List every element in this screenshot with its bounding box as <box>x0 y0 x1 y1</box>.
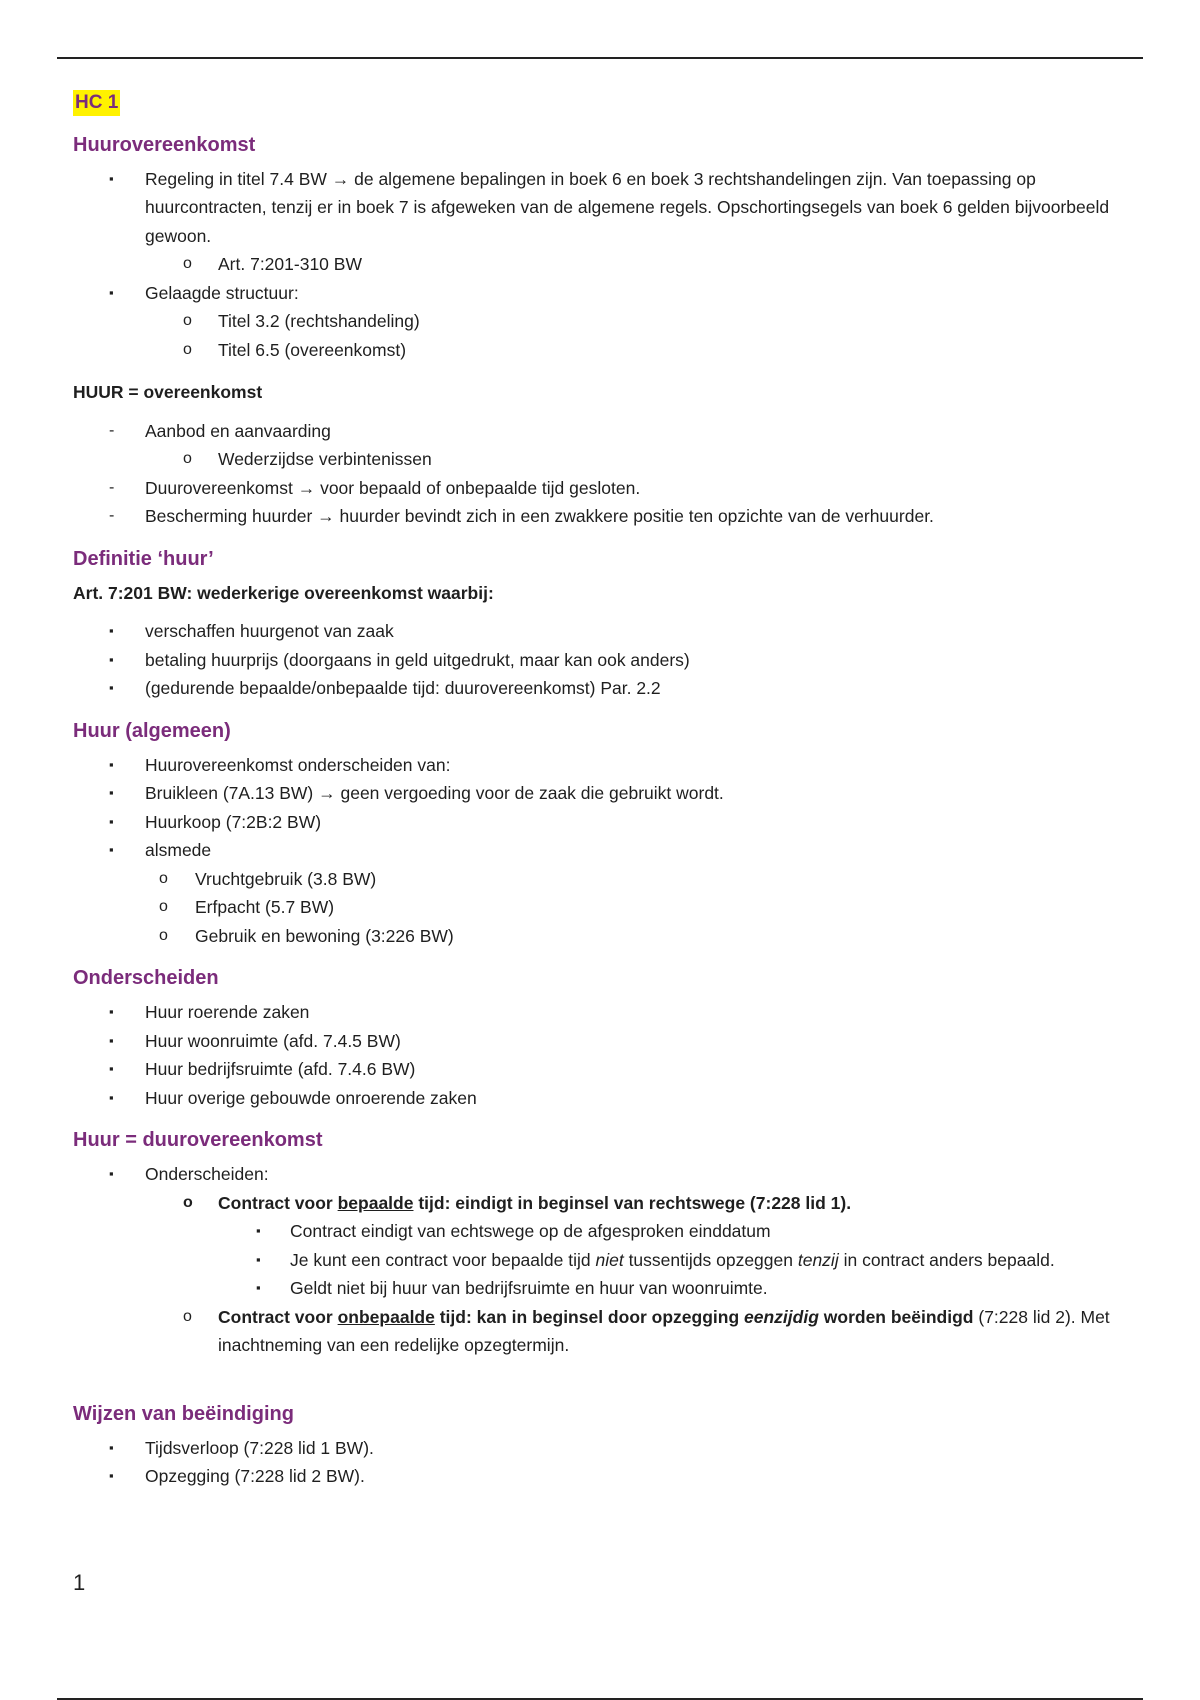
bullet-circle-icon: o <box>183 255 192 272</box>
bullet-square-icon: ▪ <box>109 170 114 186</box>
list-item: - Duurovereenkomst → voor bepaald of onbepaalde tijd gesloten. <box>73 474 1123 503</box>
bullet-circle-icon: o <box>159 898 168 915</box>
list-item: ▪ Huur roerende zaken <box>73 998 1123 1027</box>
list-item: ▪ (gedurende bepaalde/onbepaalde tijd: duurovereenkomst) Par. 2.2 <box>73 674 1123 703</box>
list-item: o Contract voor bepaalde tijd: eindigt in beginsel van rechtswege (7:228 lid 1). <box>73 1189 1123 1218</box>
bullet-square-icon: ▪ <box>109 756 114 772</box>
bullet-square-icon: ▪ <box>109 1032 114 1048</box>
bullet-square-icon: ▪ <box>109 1061 114 1076</box>
list-item: - Bescherming huurder → huurder bevindt zich in een zwakkere positie ten opzichte van de verhuurder. <box>73 502 1123 531</box>
list-item: - Aanbod en aanvaarding <box>73 417 1123 446</box>
bullet-square-icon: ▪ <box>109 842 114 857</box>
article-heading: Art. 7:201 BW: wederkerige overeenkomst waarbij: <box>73 582 494 603</box>
header-rule <box>57 57 1143 59</box>
bullet-square-icon: ▪ <box>109 1166 114 1181</box>
list-item: o Art. 7:201-310 BW <box>73 250 1123 279</box>
bullet-circle-icon: o <box>183 450 192 467</box>
bullet-square-icon: ▪ <box>109 1468 114 1483</box>
list-item: ▪ Huur overige gebouwde onroerende zaken <box>73 1084 1123 1113</box>
section-title-beeindiging: Wijzen van beëindiging <box>73 1402 294 1425</box>
bullet-square-icon: ▪ <box>109 623 114 638</box>
bullet-square-icon: ▪ <box>256 1223 261 1238</box>
bullet-square-icon: ▪ <box>109 1089 114 1105</box>
list-item: ▪ Regeling in titel 7.4 BW → de algemene bepalingen in boek 6 en boek 3 rechtshandelingen zijn. Van toepassing op huurcontracten, tenzij er in boek 7 is afgeweken van de algemene regels. Opschortingsegels van boek 6 gelden bijvoorbeeld gewoon. <box>73 165 1123 251</box>
list-item: o Wederzijdse verbintenissen <box>73 445 1123 474</box>
list-item: o Titel 6.5 (overeenkomst) <box>73 336 1123 365</box>
bullet-circle-icon: o <box>183 312 192 329</box>
list-item: ▪ Geldt niet bij huur van bedrijfsruimte en huur van woonruimte. <box>73 1274 1123 1303</box>
bullet-square-icon: ▪ <box>109 1439 114 1455</box>
bullet-dash-icon: - <box>109 421 115 439</box>
bullet-square-icon: ▪ <box>109 785 114 800</box>
bullet-dash-icon: - <box>109 478 115 496</box>
list-item: o Gebruik en bewoning (3:226 BW) <box>73 922 1123 951</box>
huur-heading: HUUR = overeenkomst <box>73 382 263 402</box>
list-item: ▪ verschaffen huurgenot van zaak <box>73 617 1123 646</box>
section-title-huur-algemeen: Huur (algemeen) <box>73 719 231 742</box>
bullet-square-icon: ▪ <box>256 1251 261 1267</box>
section-title-onderscheiden: Onderscheiden <box>73 967 219 989</box>
bullet-square-icon: ▪ <box>109 651 114 667</box>
list-item: ▪ alsmede <box>73 836 1123 865</box>
list-item: ▪ betaling huurprijs (doorgaans in geld uitgedrukt, maar kan ook anders) <box>73 646 1123 675</box>
document-body <box>73 88 1123 1491</box>
list-item: ▪ Huur woonruimte (afd. 7.4.5 BW) <box>73 1027 1123 1056</box>
bullet-square-icon: ▪ <box>256 1280 261 1295</box>
section-title-huurovereenkomst: Huurovereenkomst <box>73 133 256 156</box>
list-item: ▪ Bruikleen (7A.13 BW) → geen vergoeding voor de zaak die gebruikt wordt. <box>73 779 1123 808</box>
bullet-square-icon: ▪ <box>109 1004 114 1019</box>
section-title-definitie: Definitie ‘huur’ <box>73 547 214 570</box>
bullet-circle-icon: o <box>183 1193 193 1211</box>
list-item: ▪ Onderscheiden: <box>73 1160 1123 1189</box>
list-item: ▪ Huur bedrijfsruimte (afd. 7.4.6 BW) <box>73 1055 1123 1084</box>
bullet-square-icon: ▪ <box>109 813 114 829</box>
list-item: ▪ Je kunt een contract voor bepaalde tijd niet tussentijds opzeggen tenzij in contract anders bepaald. <box>73 1246 1123 1275</box>
list-item: o Erfpacht (5.7 BW) <box>73 893 1123 922</box>
list-item: ▪ Huurkoop (7:2B:2 BW) <box>73 808 1123 837</box>
list-item: ▪ Tijdsverloop (7:228 lid 1 BW). <box>73 1434 1123 1463</box>
list-item: o Vruchtgebruik (3.8 BW) <box>73 865 1123 894</box>
bullet-circle-icon: o <box>159 926 168 944</box>
bullet-circle-icon: o <box>159 869 168 887</box>
section-title-duurovereenkomst: Huur = duurovereenkomst <box>73 1129 323 1151</box>
bullet-dash-icon: - <box>109 507 115 524</box>
list-item: ▪ Opzegging (7:228 lid 2 BW). <box>73 1462 1123 1491</box>
hc-label: HC 1 <box>73 90 120 116</box>
bullet-square-icon: ▪ <box>109 680 114 695</box>
list-item: ▪ Huurovereenkomst onderscheiden van: <box>73 751 1123 780</box>
page-number: 1 <box>73 1570 86 1595</box>
list-item: ▪ Contract eindigt van echtswege op de afgesproken einddatum <box>73 1217 1123 1246</box>
list-item: o Contract voor onbepaalde tijd: kan in beginsel door opzegging eenzijdig worden beëindigd (7:228 lid 2). Met inachtneming van een redelijke opzegtermijn. <box>73 1303 1123 1360</box>
bullet-circle-icon: o <box>183 340 192 358</box>
bullet-circle-icon: o <box>183 1307 192 1325</box>
list-item: o Titel 3.2 (rechtshandeling) <box>73 307 1123 336</box>
bullet-square-icon: ▪ <box>109 284 114 300</box>
list-item: ▪ Gelaagde structuur: <box>73 279 1123 308</box>
